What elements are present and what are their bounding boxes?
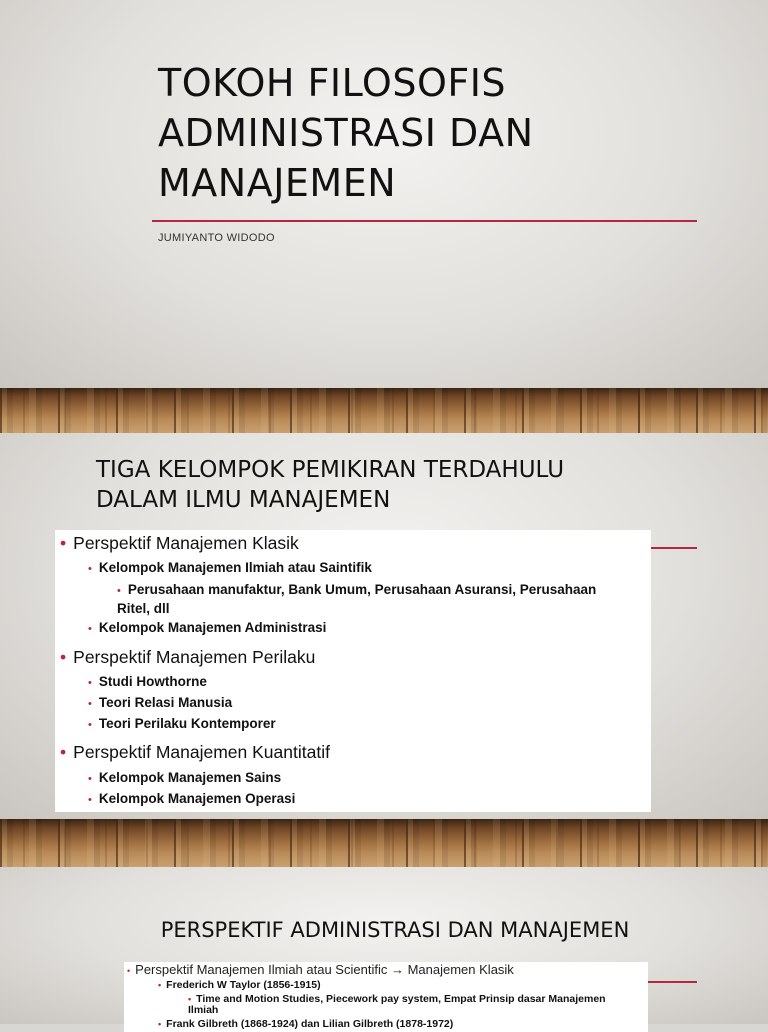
list-item: • Studi Howthorne xyxy=(88,674,207,689)
wood-floor-band xyxy=(0,819,768,867)
bullet-icon: • xyxy=(60,742,67,762)
slide-3-title: PERSPEKTIF ADMINISTRASI DAN MANAJEMEN xyxy=(160,918,630,942)
list-item: • Frank Gilbreth (1868-1924) dan Lilian Gilbreth (1878-1972) xyxy=(158,1018,454,1030)
title-divider xyxy=(152,220,697,222)
list-item: • Perusahaan manufaktur, Bank Umum, Perusahaan Asuransi, Perusahaan Ritel, dll xyxy=(117,582,597,616)
list-item: • Kelompok Manajemen Sains xyxy=(88,770,282,785)
list-item: • Perspektif Manajemen Klasik xyxy=(60,533,299,553)
title-line: DALAM ILMU MANAJEMEN xyxy=(96,487,391,513)
list-item: • Teori Relasi Manusia xyxy=(88,695,233,710)
list-item: • Perspektif Manajemen Ilmiah atau Scientific → Manajemen Klasik xyxy=(127,962,514,977)
bullet-icon: • xyxy=(88,698,92,710)
list-item: • Perspektif Manajemen Perilaku xyxy=(60,647,316,667)
bullet-icon: • xyxy=(60,533,67,553)
list-item: • Kelompok Manajemen Ilmiah atau Saintifik xyxy=(88,560,372,575)
content-box xyxy=(124,962,648,1032)
bullet-icon: • xyxy=(88,623,92,635)
list-item: • Teori Perilaku Kontemporer xyxy=(88,716,276,731)
bullet-icon: • xyxy=(88,719,92,731)
author-name: JUMIYANTO WIDODO xyxy=(158,232,275,244)
bullet-icon: • xyxy=(88,773,92,785)
title-line: MANAJEMEN xyxy=(158,161,397,205)
bullet-icon: • xyxy=(88,794,92,806)
bullet-icon: • xyxy=(88,563,92,575)
title-line: ADMINISTRASI DAN xyxy=(158,111,534,155)
list-item: • Perspektif Manajemen Kuantitatif xyxy=(60,742,330,762)
title-line: TOKOH FILOSOFIS xyxy=(158,61,507,105)
list-item: • Frederich W Taylor (1856-1915) xyxy=(158,979,321,991)
bullet-icon: • xyxy=(158,1019,162,1029)
content-box xyxy=(55,530,651,812)
slide-1 xyxy=(0,0,768,388)
list-item: • Kelompok Manajemen Administrasi xyxy=(88,620,327,635)
bullet-icon: • xyxy=(158,980,162,990)
bullet-icon: • xyxy=(127,966,131,976)
bullet-icon: • xyxy=(188,994,192,1004)
list-item: • Time and Motion Studies, Piecework pay system, Empat Prinsip dasar Manajemen Ilmiah xyxy=(188,993,606,1016)
slide-1-title xyxy=(158,58,718,208)
slide-2-title xyxy=(96,455,696,515)
arrow-right-icon: → xyxy=(390,962,404,977)
bullet-icon: • xyxy=(60,647,67,667)
wood-floor-band xyxy=(0,388,768,433)
bullet-icon: • xyxy=(117,585,121,597)
list-item: • Kelompok Manajemen Operasi xyxy=(88,791,296,806)
bullet-icon: • xyxy=(88,677,92,689)
title-line: TIGA KELOMPOK PEMIKIRAN TERDAHULU xyxy=(96,457,565,483)
